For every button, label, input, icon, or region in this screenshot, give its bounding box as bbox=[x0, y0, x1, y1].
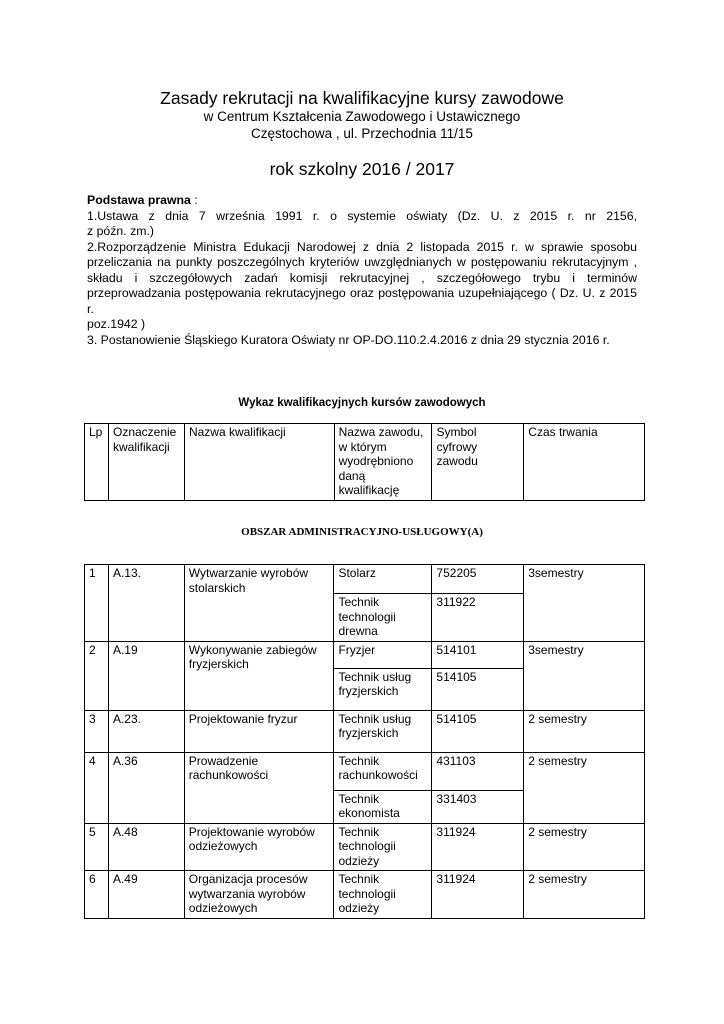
cell-lp: 6 bbox=[85, 871, 109, 919]
table-header-row bbox=[85, 424, 645, 501]
cell-profession: Technik technologii odzieży bbox=[334, 871, 432, 919]
col-profession-name: Nazwa zawodu, w którym wyodrębniono daną kwalifikację bbox=[334, 424, 432, 501]
cell-symbol: 431103 bbox=[432, 752, 524, 790]
table-row bbox=[85, 871, 645, 919]
column-header-table bbox=[84, 423, 645, 501]
cell-profession: Fryzjer bbox=[334, 641, 432, 668]
area-heading: OBSZAR ADMINISTRACYJNO-USŁUGOWY(A) bbox=[241, 526, 483, 538]
legal-basis bbox=[87, 193, 637, 348]
col-duration: Czas trwania bbox=[524, 424, 645, 501]
cell-symbol: 752205 bbox=[432, 565, 524, 594]
cell-duration: 3semestry bbox=[524, 641, 645, 710]
cell-symbol: 514105 bbox=[432, 710, 524, 752]
cell-symbol: 311924 bbox=[432, 871, 524, 919]
table-row bbox=[85, 710, 645, 752]
legal-item-2-line-3: składu i szczegółowych zadań komisji rekrutacyjnej , szczegółowego trybu i terminów bbox=[87, 270, 637, 285]
cell-symbol: 311922 bbox=[432, 594, 524, 642]
school-year: rok szkolny 2016 / 2017 bbox=[269, 159, 455, 179]
table-row bbox=[85, 641, 645, 668]
cell-lp: 5 bbox=[85, 823, 109, 871]
cell-name: Wykonywanie zabiegów fryzjerskich bbox=[184, 641, 334, 710]
cell-lp: 2 bbox=[85, 641, 109, 710]
cell-duration: 2 semestry bbox=[524, 871, 645, 919]
cell-profession: Technik usług fryzjerskich bbox=[334, 710, 432, 752]
page-title: Zasady rekrutacji na kwalifikacyjne kursy zawodowe bbox=[160, 88, 564, 108]
cell-name: Prowadzenie rachunkowości bbox=[184, 752, 334, 823]
cell-symbol: 311924 bbox=[432, 823, 524, 871]
cell-name: Projektowanie fryzur bbox=[184, 710, 334, 752]
cell-profession: Technik technologii drewna bbox=[334, 594, 432, 642]
legal-item-2-line-5: poz.1942 ) bbox=[87, 317, 146, 331]
table-row bbox=[85, 565, 645, 594]
col-lp: Lp bbox=[85, 424, 109, 501]
institution-address: Częstochowa , ul. Przechodnia 11/15 bbox=[251, 126, 473, 141]
cell-duration: 3semestry bbox=[524, 565, 645, 642]
institution-name: w Centrum Kształcenia Zawodowego i Ustawicznego bbox=[203, 109, 521, 124]
legal-item-3: 3. Postanowienie Śląskiego Kuratora Oświaty nr OP-DO.110.2.4.2016 z dnia 29 stycznia 2016 r. bbox=[87, 332, 610, 347]
course-list-heading: Wykaz kwalifikacyjnych kursów zawodowych bbox=[238, 397, 486, 409]
cell-lp: 4 bbox=[85, 752, 109, 823]
table-row bbox=[85, 823, 645, 871]
cell-code: A.23. bbox=[108, 710, 184, 752]
legal-item-1-line-2: z późn. zm.) bbox=[87, 224, 154, 238]
cell-name: Projektowanie wyrobów odzieżowych bbox=[184, 823, 334, 871]
cell-name: Wytwarzanie wyrobów stolarskich bbox=[184, 565, 334, 642]
cell-lp: 3 bbox=[85, 710, 109, 752]
cell-code: A.36 bbox=[108, 752, 184, 823]
legal-heading bbox=[87, 193, 637, 209]
legal-heading-colon: : bbox=[190, 193, 198, 207]
legal-item-2-line-1: 2.Rozporządzenie Ministra Edukacji Narodowej z dnia 2 listopada 2015 r. w sprawie sposobu bbox=[87, 239, 637, 254]
cell-profession: Technik rachunkowości bbox=[334, 752, 432, 790]
cell-duration: 2 semestry bbox=[524, 823, 645, 871]
cell-code: A.19 bbox=[108, 641, 184, 710]
cell-symbol: 514101 bbox=[432, 641, 524, 668]
table-row bbox=[85, 752, 645, 790]
cell-profession: Technik technologii odzieży bbox=[334, 823, 432, 871]
col-qualification-code: Oznaczenie kwalifikacji bbox=[108, 424, 184, 501]
col-qualification-name: Nazwa kwalifikacji bbox=[184, 424, 334, 501]
cell-duration: 2 semestry bbox=[524, 752, 645, 823]
courses-table bbox=[84, 564, 645, 919]
cell-lp: 1 bbox=[85, 565, 109, 642]
cell-profession: Technik usług fryzjerskich bbox=[334, 668, 432, 710]
legal-item-1-line-1: 1.Ustawa z dnia 7 września 1991 r. o systemie oświaty (Dz. U. z 2015 r. nr 2156, bbox=[87, 208, 637, 223]
cell-symbol: 514105 bbox=[432, 668, 524, 710]
legal-item-2-line-4: przeprowadzania postępowania rekrutacyjnego oraz postępowania uzupełniającego ( Dz. U. z 2015 r. bbox=[87, 286, 637, 316]
legal-heading-label: Podstawa prawna bbox=[87, 193, 191, 207]
cell-duration: 2 semestry bbox=[524, 710, 645, 752]
cell-code: A.49 bbox=[108, 871, 184, 919]
cell-symbol: 331403 bbox=[432, 790, 524, 823]
col-profession-symbol: Symbol cyfrowy zawodu bbox=[432, 424, 524, 501]
cell-profession: Technik ekonomista bbox=[334, 790, 432, 823]
legal-item-2-line-2: przeliczania na punkty poszczególnych kryteriów uwzględnianych w postępowaniu rekrutacyjnym , bbox=[87, 255, 637, 269]
cell-profession: Stolarz bbox=[334, 565, 432, 594]
cell-name: Organizacja procesów wytwarzania wyrobów odzieżowych bbox=[184, 871, 334, 919]
cell-code: A.48 bbox=[108, 823, 184, 871]
cell-code: A.13. bbox=[108, 565, 184, 642]
